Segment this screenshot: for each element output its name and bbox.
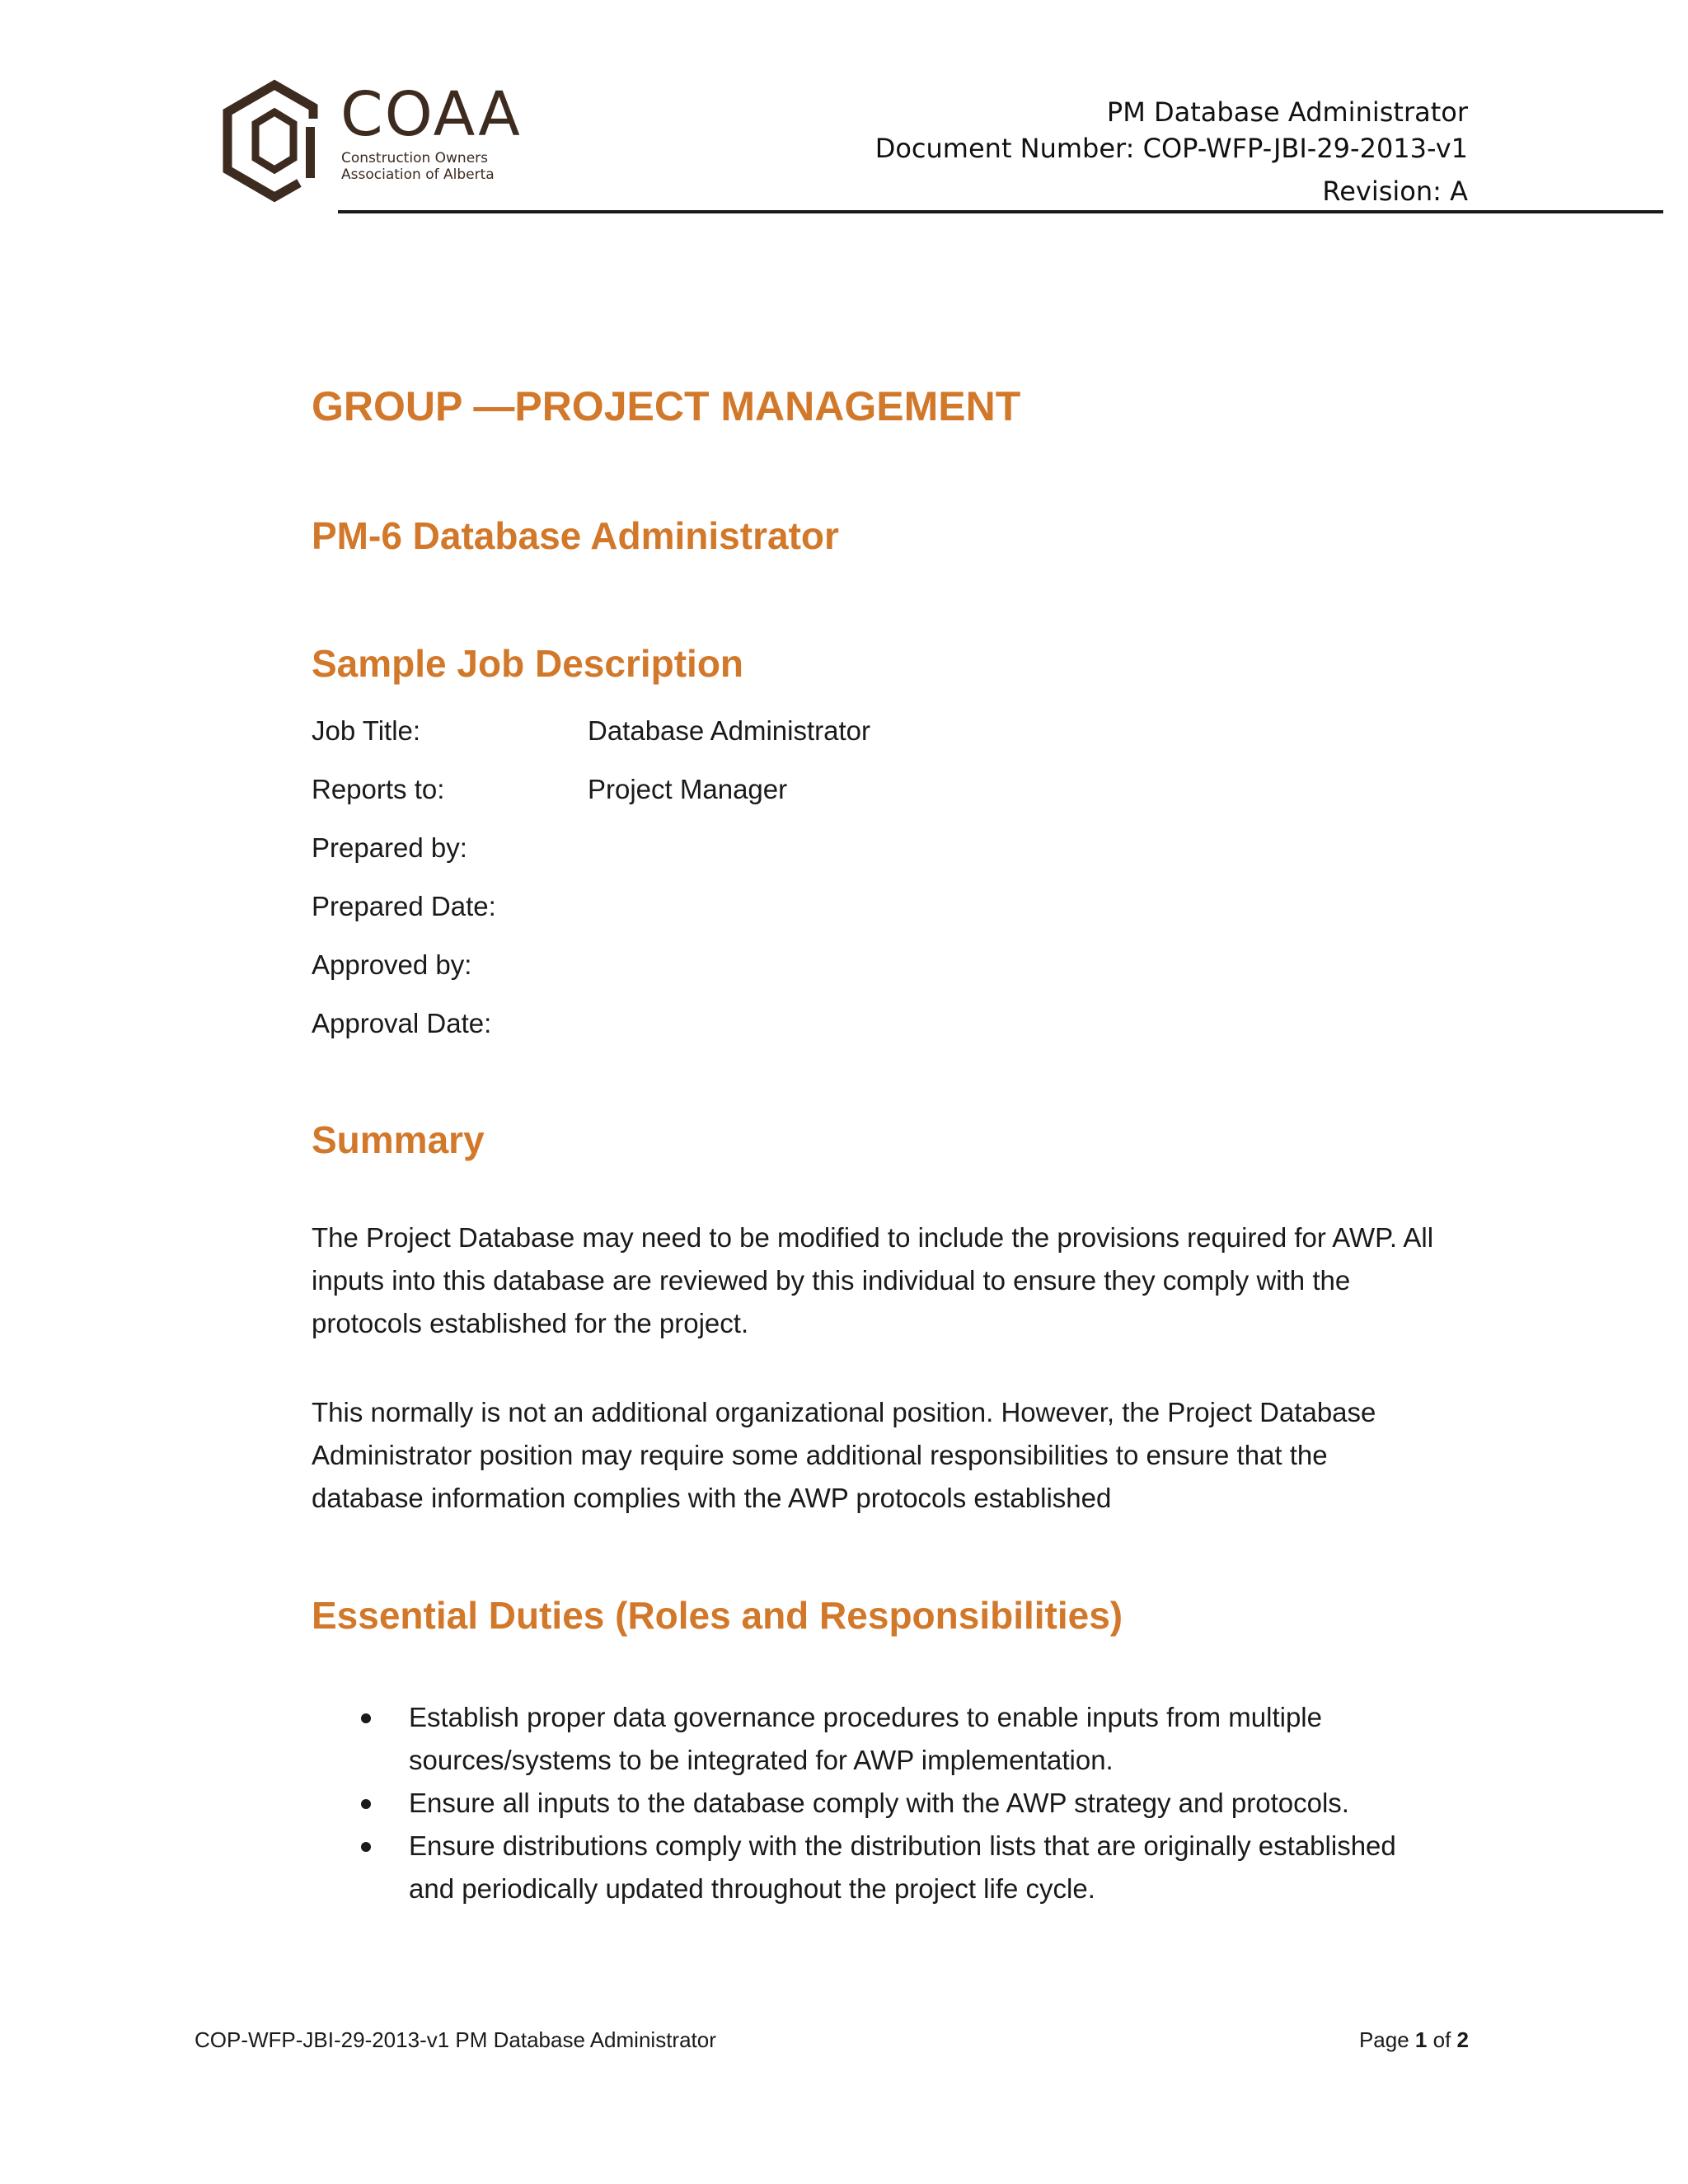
paragraph-line: protocols established for the project. bbox=[312, 1308, 749, 1338]
sample-job-description-heading: Sample Job Description bbox=[312, 642, 744, 685]
list-item-line: sources/systems to be integrated for AWP implementation. bbox=[409, 1745, 1114, 1775]
summary-heading: Summary bbox=[312, 1118, 485, 1161]
field-label-job-title: Job Title: bbox=[312, 715, 421, 746]
header-doc-title: PM Database Administrator bbox=[1106, 96, 1468, 128]
essential-duties-heading: Essential Duties (Roles and Responsibilities) bbox=[312, 1594, 1123, 1637]
paragraph-line: The Project Database may need to be modified to include the provisions required for AWP. All bbox=[312, 1222, 1434, 1253]
footer-page-number bbox=[1359, 2029, 1469, 2050]
summary-paragraph-1 bbox=[312, 1216, 1482, 1345]
list-item bbox=[312, 1696, 1482, 1782]
page-prefix: Page bbox=[1358, 2027, 1415, 2052]
page-mid: of bbox=[1427, 2027, 1457, 2052]
bullet-icon bbox=[361, 1713, 371, 1723]
paragraph-line: inputs into this database are reviewed by this individual to ensure they comply with the bbox=[312, 1265, 1351, 1296]
logo-subtitle-line2: Association of Alberta bbox=[341, 166, 495, 183]
list-item bbox=[312, 1782, 1482, 1825]
list-item-line: Establish proper data governance procedures to enable inputs from multiple bbox=[409, 1702, 1322, 1732]
hexagon-logo-icon bbox=[221, 79, 328, 203]
field-label-approved-by: Approved by: bbox=[312, 949, 472, 980]
page-current: 1 bbox=[1414, 2027, 1428, 2052]
coaa-logo bbox=[221, 79, 522, 203]
field-label-prepared-date: Prepared Date: bbox=[312, 891, 496, 921]
footer-document-reference: COP-WFP-JBI-29-2013-v1 PM Database Administrator bbox=[195, 2027, 716, 2052]
paragraph-line: database information complies with the AWP protocols established bbox=[312, 1483, 1112, 1513]
list-item-line: Ensure distributions comply with the distribution lists that are originally established bbox=[409, 1830, 1396, 1861]
bullet-icon bbox=[361, 1842, 371, 1852]
logo-subtitle-line1: Construction Owners bbox=[341, 150, 489, 166]
field-label-prepared-by: Prepared by: bbox=[312, 832, 467, 863]
header-doc-number: Document Number: COP-WFP-JBI-29-2013-v1 bbox=[874, 133, 1468, 164]
field-label-approval-date: Approval Date: bbox=[312, 1008, 492, 1038]
logo-wordmark: COAA bbox=[340, 79, 522, 150]
role-heading: PM-6 Database Administrator bbox=[312, 514, 839, 557]
list-item-line: and periodically updated throughout the project life cycle. bbox=[409, 1873, 1095, 1904]
paragraph-line: Administrator position may require some additional responsibilities to ensure that the bbox=[312, 1440, 1328, 1470]
header-divider bbox=[338, 210, 1663, 213]
list-item-line: Ensure all inputs to the database comply with the AWP strategy and protocols. bbox=[409, 1788, 1349, 1818]
duties-list bbox=[312, 1696, 1482, 1910]
summary-paragraph-2 bbox=[312, 1391, 1482, 1520]
field-value-reports-to: Project Manager bbox=[588, 774, 788, 804]
header-revision: Revision: A bbox=[1322, 176, 1468, 207]
field-label-reports-to: Reports to: bbox=[312, 774, 445, 804]
bullet-icon bbox=[361, 1799, 371, 1809]
paragraph-line: This normally is not an additional organizational position. However, the Project Database bbox=[312, 1397, 1376, 1427]
page-total: 2 bbox=[1456, 2027, 1469, 2052]
field-value-job-title: Database Administrator bbox=[588, 715, 871, 746]
group-heading: GROUP —PROJECT MANAGEMENT bbox=[312, 383, 1021, 429]
list-item bbox=[312, 1825, 1482, 1910]
